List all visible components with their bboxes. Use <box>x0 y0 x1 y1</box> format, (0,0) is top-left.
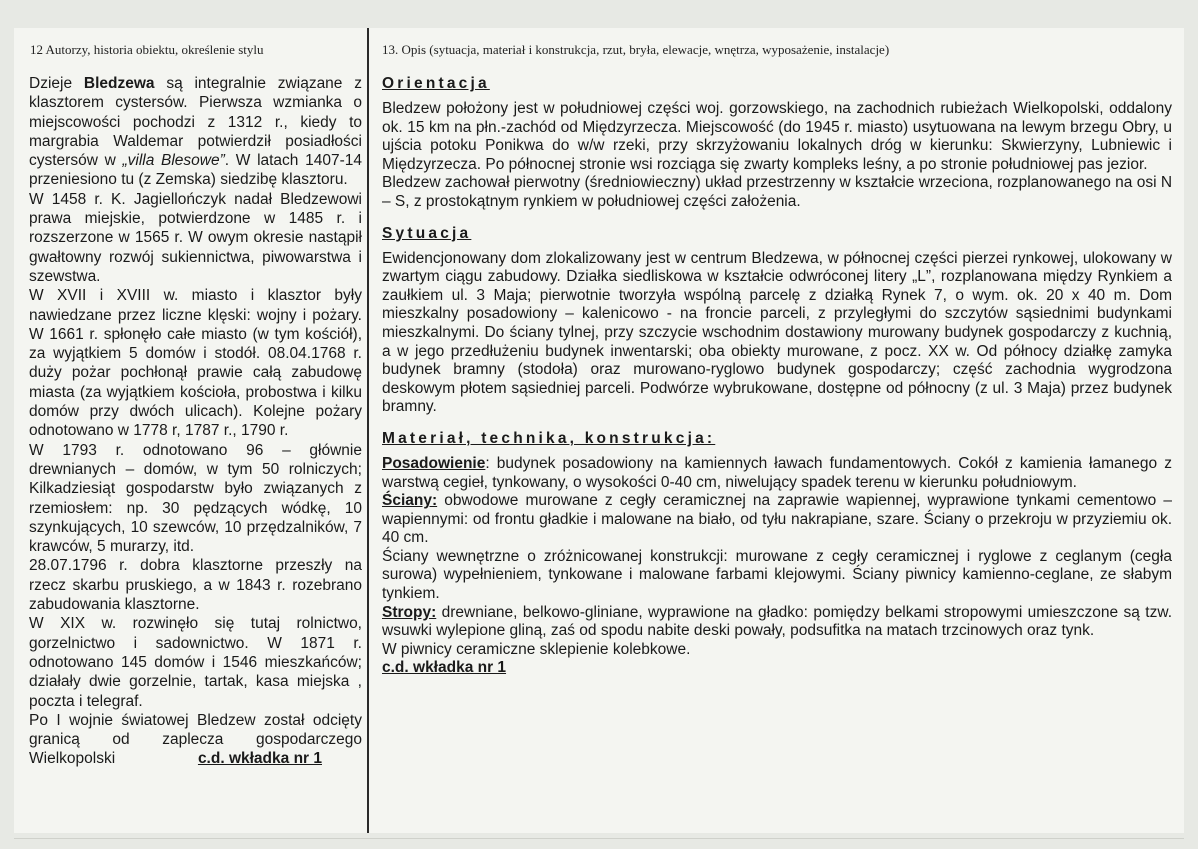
historic-name-italic: „villa Blesowe” <box>122 152 225 170</box>
text-span: . W latach 1407-14 przeniesiono tu (z Zemska) siedzibę klasztoru. <box>29 152 362 189</box>
foundation-term: Posadowienie <box>382 454 486 472</box>
history-paragraph-4: W 1793 r. odnotowano 96 – głównie drewnianych – domów, w tym 50 rolniczych; Kilkadziesiąt gospodarstw było związanych z rzemiosłem: np. 30 pędzących wódkę, 10 szynkujących, 10 szewców, 10 przędzalników, 7 krawców, 5 murarzy, itd. <box>29 441 362 556</box>
continued-note-text: c.d. wkładka nr 1 <box>382 659 507 677</box>
text-span: Wielkopolski <box>29 750 116 768</box>
section-heading-material: Materiał, technika, konstrukcja: <box>382 429 716 447</box>
text-span: : budynek posadowiony na kamiennych ławach fundamentowych. Cokół z kamienia łamanego z warstwą cegieł, tynkowany, o wysokości 0-40 cm, niwelujący spadek terenu w kierunku południowym. <box>382 454 1172 491</box>
history-column <box>29 74 362 769</box>
walls-term: Ściany: <box>382 492 438 510</box>
history-paragraph-1 <box>29 74 362 190</box>
place-name-bold: Bledzewa <box>83 75 155 92</box>
foundation-paragraph <box>382 455 1172 492</box>
text-span: są integralnie związane z klasztorem cystersów. Pierwsza wzmianka o miejscowości pochodzi z 1312 r., kiedy to margrabia Waldemar potwierdził posiadłości cystersów w <box>29 75 362 170</box>
history-paragraph-7: Po I wojnie światowej Bledzew został odcięty granicą od zaplecza gospodarczego <box>29 711 362 749</box>
continued-note-right <box>382 659 1172 678</box>
text-span: Dzieje <box>29 75 84 92</box>
right-column-header: 13. Opis (sytuacja, materiał i konstrukcja, rzut, bryła, elewacje, wnętrza, wyposażenie, instalacje) <box>382 42 890 57</box>
history-last-line <box>29 749 362 768</box>
orientation-paragraph-1: Bledzew położony jest w południowej części woj. gorzowskiego, na zachodnich rubieżach Wielkopolski, oddalony ok. 15 km na płn.-zachód od Międzyrzecza. Miejscowość (do 1945 r. miasto) usytuowana na lewym brzegu Obry, u ujścia potoku Ponikwa do w/w rzeki, przy skrzyżowaniu lokalnych dróg w kierunku: Skwierzyny, Lubniewic i Międzyrzecza. Po północnej stronie wsi rozciąga się zwarty kompleks leśny, a po stronie południowej pas jezior. <box>382 100 1172 173</box>
description-column <box>382 74 1172 678</box>
section-heading-sytuacja: Sytuacja <box>382 224 472 242</box>
history-paragraph-3: W XVII i XVIII w. miasto i klasztor były nawiedzane przez liczne klęski: wojny i pożary. W 1661 r. spłonęło całe miasto (w tym kościół), za wyjątkiem 5 domów i stodół. 08.04.1768 r. duży pożar pochłonął prawie całą zabudowę miasta (za wyjątkiem kościoła, probostwa i kilku domów przy dwóch ulicach). Kolejne pożary odnotowano w 1778 r, 1787 r., 1790 r. <box>29 287 362 440</box>
column-divider <box>367 28 369 833</box>
orientation-paragraph-2: Bledzew zachował pierwotny (średniowieczny) układ przestrzenny w kształcie wrzeciona, rozplanowanego na osi N – S, z prostokątnym rynkiem w południowej części założenia. <box>382 174 1173 210</box>
walls-paragraph <box>382 492 1172 548</box>
document-page <box>14 28 1184 833</box>
ceilings-term: Stropy: <box>382 603 437 621</box>
history-paragraph-2: W 1458 r. K. Jagiellończyk nadał Bledzewowi prawa miejskie, potwierdzone w 1485 r. i rozszerzone w 1565 r. W owym okresie nastąpił gwałtowny rozwój sukiennictwa, piwowarstwa i szewstwa. <box>29 190 362 285</box>
text-span: drewniane, belkowo-gliniane, wyprawione na gładko: pomiędzy belkami stropowymi umieszczone są tzw. wsuwki wylepione gliną, zaś od spodu nabite deski powały, podsufitka na matach trzcinowych oraz tynk. <box>382 603 1172 640</box>
left-column-header: 12 Autorzy, historia obiektu, określenie stylu <box>30 42 264 57</box>
section-heading-orientacja: Orientacja <box>382 75 490 92</box>
history-paragraph-5: 28.07.1796 r. dobra klasztorne przeszły na rzecz skarbu pruskiego, a w 1843 r. rozebrano zabudowania klasztorne. <box>29 557 362 614</box>
page-edge <box>14 838 1184 839</box>
situation-paragraph: Ewidencjonowany dom zlokalizowany jest w centrum Bledzewa, w północnej części pierzei rynkowej, ulokowany w zwartym ciągu zabudowy. Działka siedliskowa w kształcie odwróconej litery „L”, rozplanowana między Rynkiem a zaułkiem ul. 3 Maja; pierwotnie tworzyła wspólną parcelę z działką Rynek 7, o wym. ok. 20 x 40 m. Dom mieszkalny posadowiony – kalenicowo - na froncie parceli, z przyległymi do szczytów sąsiednimi budynkami mieszkalnymi. Do ściany tylnej, przy szczycie wschodnim dostawiony murowany budynek gospodarczy z kuchnią, a w jego przedłużeniu budynek inwentarski; oba obiekty murowane, z pocz. XX w. Od północy działkę zamyka budynek bramny (stodoła) oraz murowano-ryglowo budynek gospodarczy; część zachodnia wygrodzona deskowym płotem sąsiedniej parceli. Podwórze wybrukowane, dostępne od północny (z ul. 3 Maja) przez budynek bramny. <box>382 249 1172 416</box>
text-span: obwodowe murowane z cegły ceramicznej na zaprawie wapiennej, wyprawione tynkami cementowo – wapiennymi: od frontu gładkie i malowane na biało, od tyłu nakrapiane, szare. Ściany o przekroju w przyziemiu ok. 40 cm. <box>382 492 1172 547</box>
continued-note-left: c.d. wkładka nr 1 <box>197 750 322 768</box>
cellar-paragraph: W piwnicy ceramiczne sklepienie kolebkowe. <box>382 640 691 658</box>
inner-walls-paragraph: Ściany wewnętrzne o zróżnicowanej konstrukcji: murowane z cegły ceramicznej i ryglowe z ceglanym (cegła surowa) wypełnieniem, tynkowane i malowane farbami klejowymi. Ściany piwnicy kamienno-ceglane, ze słabym tynkiem. <box>382 547 1172 603</box>
history-paragraph-6: W XIX w. rozwinęło się tutaj rolnictwo, gorzelnictwo i sadownictwo. W 1871 r. odnotowano 145 domów i 1546 mieszkańców; działały dwie gorzelnie, tartak, kasa miejska , poczta i telegraf. <box>29 615 362 710</box>
ceilings-paragraph <box>382 604 1172 641</box>
